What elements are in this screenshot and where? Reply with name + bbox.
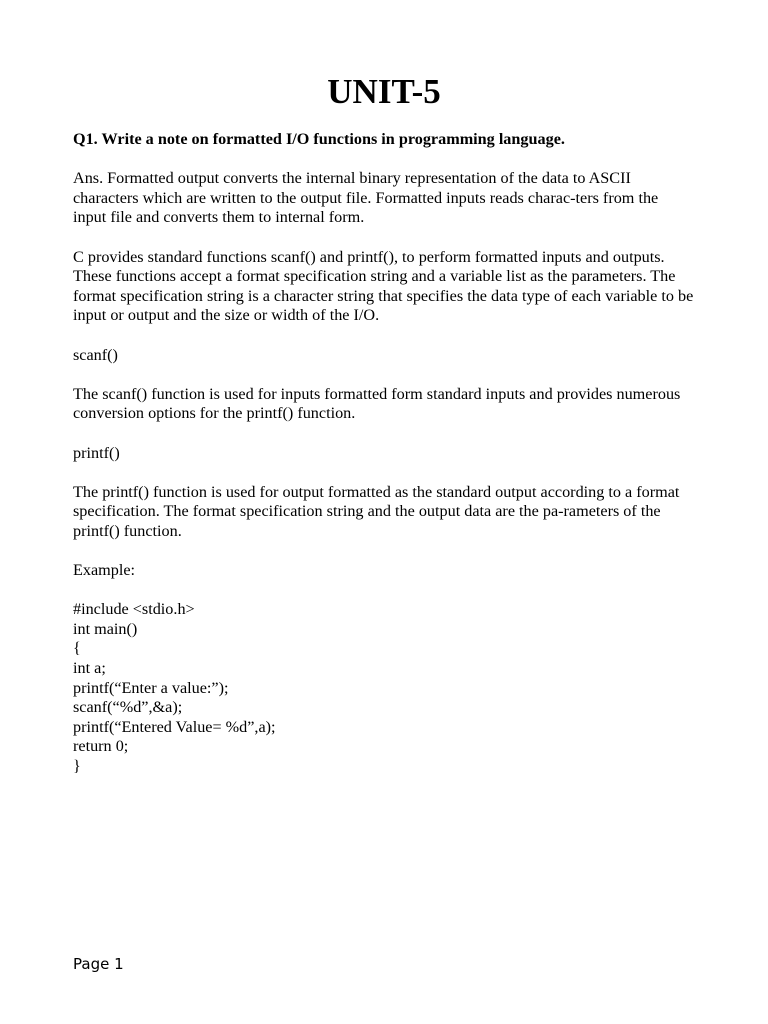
code-line: printf(“Entered Value= %d”,a); [73,717,276,736]
code-line: scanf(“%d”,&a); [73,698,183,717]
document-body [73,130,695,777]
code-example [73,600,695,776]
code-line: { [73,639,81,658]
scanf-heading: scanf() [73,345,118,364]
printf-heading: printf() [73,443,120,462]
code-line: } [73,757,81,775]
code-line: #include <stdio.h> [73,600,195,619]
answer-paragraph: Ans. Formatted output converts the internal binary representation of the data to ASCII characters which are written to the output file. Formatted inputs reads charac-ters from the input file and converts them to internal form. [73,169,659,227]
question-heading: Q1. Write a note on formatted I/O functions in programming language. [73,130,565,148]
scanf-description: The scanf() function is used for inputs formatted form standard inputs and provides numerous conversion options for the printf() function. [73,384,681,423]
printf-description: The printf() function is used for output formatted as the standard output according to a format specification. The format specification string and the output data are the pa-rameters of the printf() function. [73,482,680,540]
code-line: return 0; [73,737,129,756]
code-line: int main() [73,619,138,638]
code-line: printf(“Enter a value:”); [73,678,229,697]
c-functions-paragraph: C provides standard functions scanf() and printf(), to perform formatted inputs and outputs. These functions accept a format specification string and a variable list as the parameters. The format specification string is a character string that specifies the data type of each variable to be input or output and the size or width of the I/O. [73,247,694,325]
page-number: Page 1 [73,955,124,973]
example-label: Example: [73,561,136,580]
code-line: int a; [73,659,106,678]
page-title: UNIT-5 [327,72,441,111]
